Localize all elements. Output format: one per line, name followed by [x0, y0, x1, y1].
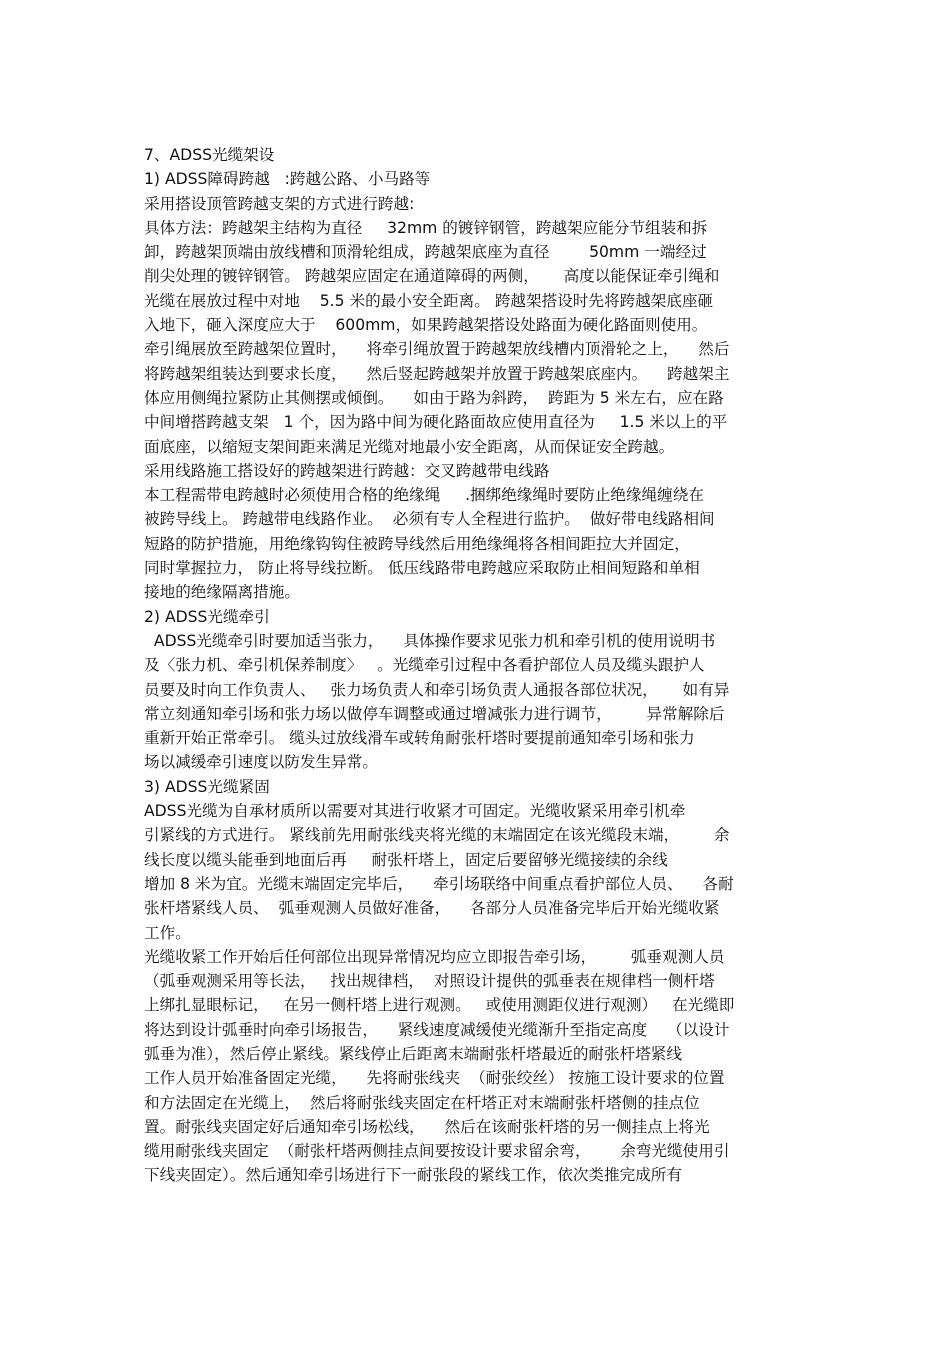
- paragraph-line: 重新开始正常牵引。 缆头过放线滑车或转角耐张杆塔时要提前通知牵引场和张力: [144, 729, 695, 748]
- paragraph-line: 张杆塔紧线人员、 弧垂观测人员做好准备， 各部分人员准备完毕后开始光缆收紧: [144, 899, 720, 918]
- subsection-heading: 3) ADSS光缆紧固: [144, 777, 270, 796]
- paragraph-line: 将达到设计弧垂时向牵引场报告， 紧线速度减缓使光缆渐升至指定高度 （以设计: [144, 1020, 730, 1039]
- paragraph-line: 短路的防护措施，用绝缘钩钩住被跨导线然后用绝缘绳将各相间距拉大并固定，: [144, 534, 690, 553]
- paragraph-line: 引紧线的方式进行。 紧线前先用耐张线夹将光缆的末端固定在该光缆段末端， 余: [144, 826, 730, 845]
- subsection-heading: 2) ADSS光缆牵引: [144, 607, 270, 626]
- paragraph-line: 削尖处理的镀锌钢管。 跨越架应固定在通道障碍的两侧， 高度以能保证牵引绳和: [144, 267, 720, 286]
- paragraph-line: 入地下，砸入深度应大于 600mm，如果跨越架搭设处路面为硬化路面则使用。: [144, 316, 708, 335]
- paragraph-line: 面底座，以缩短支架间距来满足光缆对地最小安全距离，从而保证安全跨越。: [144, 437, 675, 456]
- section-heading: 7、ADSS光缆架设: [144, 146, 275, 164]
- paragraph-line: 光缆在展放过程中对地 5.5 米的最小安全距离。 跨越架搭设时先将跨越架底座砸: [144, 291, 714, 310]
- paragraph-line: （弧垂观测采用等长法， 找出规律档， 对照设计提供的弧垂表在规律档一侧杆塔: [144, 972, 715, 991]
- paragraph-line: 场以减缓牵引速度以防发生异常。: [144, 753, 378, 772]
- paragraph-line: 及〈张力机、牵引机保养制度〉 。光缆牵引过程中各看护部位人员及缆头跟护人: [144, 656, 705, 675]
- paragraph-line: 将跨越架组装达到要求长度， 然后竖起跨越架并放置于跨越架底座内。 跨越架主: [144, 364, 730, 383]
- paragraph-line: 员要及时向工作负责人、 张力场负责人和牵引场负责人通报各部位状况， 如有异: [144, 680, 730, 699]
- paragraph-line: 具体方法：跨越架主结构为直径 32mm 的镀锌钢管，跨越架应能分节组装和拆: [144, 218, 708, 237]
- paragraph-line: 采用搭设顶管跨越支架的方式进行跨越:: [144, 194, 415, 213]
- paragraph-line: 本工程需带电跨越时必须使用合格的绝缘绳 .捆绑绝缘绳时要防止绝缘绳缠绕在: [144, 486, 704, 505]
- paragraph-line: 弧垂为准），然后停止紧线。紧线停止后距离末端耐张杆塔最近的耐张杆塔紧线: [144, 1044, 682, 1063]
- paragraph-line: 采用线路施工搭设好的跨越架进行跨越：交叉跨越带电线路: [144, 461, 550, 480]
- paragraph-line: 和方法固定在光缆上， 然后将耐张线夹固定在杆塔正对末端耐张杆塔侧的挂点位: [144, 1093, 700, 1112]
- document-body: [144, 143, 824, 1188]
- paragraph-line: 工作。: [144, 923, 191, 942]
- paragraph-line: 增加 8 米为宜。光缆末端固定完毕后， 牵引场联络中间重点看护部位人员、 各耐: [144, 874, 734, 893]
- paragraph-line: 被跨导线上。 跨越带电线路作业。 必须有专人全程进行监护。 做好带电线路相间: [144, 510, 715, 529]
- paragraph-line: 光缆收紧工作开始后任何部位出现异常情况均应立即报告牵引场， 弧垂观测人员: [144, 947, 725, 966]
- paragraph-line: 体应用侧绳拉紧防止其侧摆或倾倒。 如由于路为斜跨， 跨距为 5 米左右，应在路: [144, 388, 724, 407]
- paragraph-line: ADSS光缆牵引时要加适当张力， 具体操作要求见张力机和牵引机的使用说明书: [144, 631, 716, 650]
- subsection-heading: 1) ADSS障碍跨越 :跨越公路、小马路等: [144, 170, 431, 189]
- paragraph-line: 卸，跨越架顶端由放线槽和顶滑轮组成，跨越架底座为直径 50mm 一端经过: [144, 243, 707, 262]
- paragraph-line: 线长度以缆头能垂到地面后再 耐张杆塔上，固定后要留够光缆接续的余线: [144, 850, 668, 869]
- paragraph-line: 下线夹固定）。然后通知牵引场进行下一耐张段的紧线工作，依次类推完成所有: [144, 1166, 682, 1185]
- paragraph-line: 中间增搭跨越支架 1 个，因为路中间为硬化路面故应使用直径为 1.5 米以上的平: [144, 413, 728, 432]
- paragraph-line: 常立刻通知牵引场和张力场以做停车调整或通过增减张力进行调节， 异常解除后: [144, 704, 725, 723]
- paragraph-line: 接地的绝缘隔离措施。: [144, 583, 300, 602]
- paragraph-line: 同时掌握拉力， 防止将导线拉断。 低压线路带电跨越应采取防止相间短路和单相: [144, 559, 700, 578]
- paragraph-line: 缆用耐张线夹固定 （耐张杆塔两侧挂点间要按设计要求留余弯， 余弯光缆使用引: [144, 1142, 730, 1161]
- paragraph-line: 上绑扎显眼标记， 在另一侧杆塔上进行观测。 或使用测距仪进行观测） 在光缆即: [144, 996, 735, 1015]
- paragraph-line: 工作人员开始准备固定光缆， 先将耐张线夹 （耐张绞丝） 按施工设计要求的位置: [144, 1069, 725, 1088]
- paragraph-line: 牵引绳展放至跨越架位置时， 将牵引绳放置于跨越架放线槽内顶滑轮之上， 然后: [144, 340, 730, 359]
- paragraph-line: ADSS光缆为自承材质所以需要对其进行收紧才可固定。光缆收紧采用牵引机牵: [144, 802, 686, 821]
- paragraph-line: 置。耐张线夹固定好后通知牵引场松线， 然后在该耐张杆塔的另一侧挂点上将光: [144, 1117, 710, 1136]
